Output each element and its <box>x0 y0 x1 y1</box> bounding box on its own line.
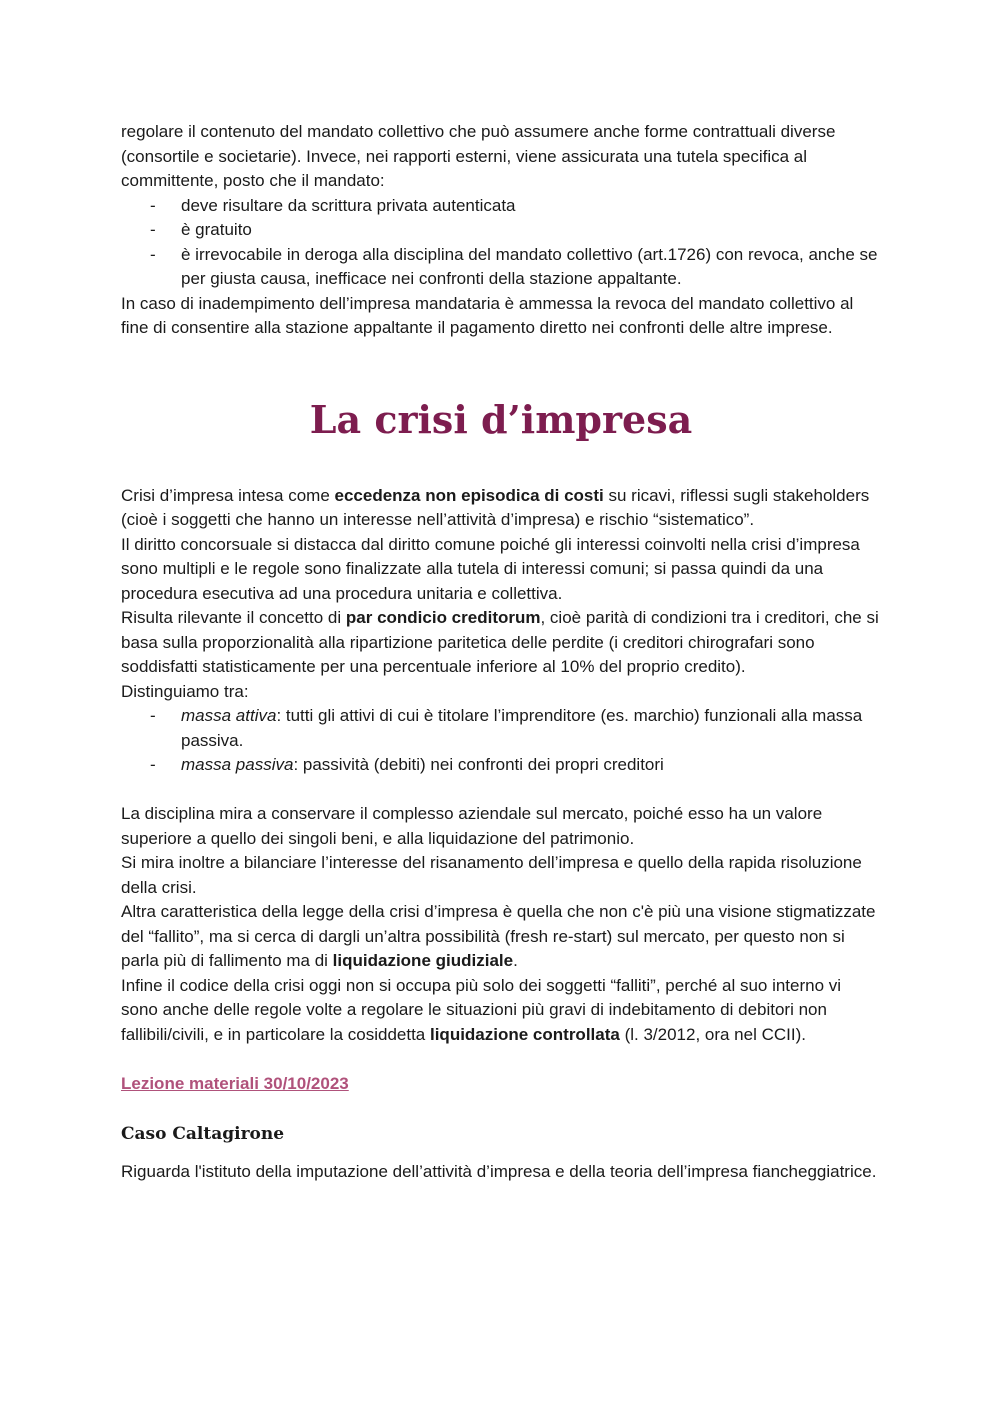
lesson-link-line <box>121 1072 881 1097</box>
intro-paragraph: In caso di inadempimento dell’impresa mandataria è ammessa la revoca del mandato collettivo al fine di consentire alla stazione appaltante il pagamento diretto nei confronti delle altre imprese. <box>121 293 854 337</box>
italic-term: massa passiva <box>181 755 294 774</box>
list-dash: - <box>150 244 156 264</box>
section-paragraph <box>121 606 881 680</box>
section-paragraph <box>121 900 881 974</box>
intro-paragraph: regolare il contenuto del mandato collettivo che può assumere anche forme contrattuali diverse (consortile e societarie). Invece, nei rapporti esterni, viene assicurata una tutela specifica al committente, posto che il mandato: <box>121 122 836 190</box>
text-run: Crisi d’impresa intesa come <box>121 485 335 505</box>
text-run: su ricavi, riflessi sugli stakeholders (cioè i soggetti che hanno un interesse nell’attività d’impresa) e rischio “sistematico”. <box>121 485 870 529</box>
italic-term: massa attiva <box>181 706 277 725</box>
list-item <box>121 704 881 753</box>
bold-term: liquidazione controllata <box>429 1024 620 1044</box>
text-run: (l. 3/2012, ora nel CCII). <box>619 1024 806 1044</box>
list-item-text: : passività (debiti) nei confronti dei propri creditori <box>293 755 664 774</box>
list-item <box>121 243 881 292</box>
section-paragraph <box>121 484 881 533</box>
list-item-text: è gratuito <box>181 220 252 239</box>
mandate-requirements-list <box>121 194 881 292</box>
text-run: Infine il codice della crisi oggi non si occupa più solo dei soggetti “falliti”, perché al suo interno vi sono anche delle regole volte a regolare le situazioni più gravi di indebitamento di debitori non fallibili/civili, e in particolare la cosiddetta <box>121 975 842 1044</box>
document-page <box>121 120 881 1185</box>
section-paragraph <box>121 974 881 1048</box>
list-item <box>121 194 881 219</box>
list-item-text: : tutti gli attivi di cui è titolare l’imprenditore (es. marchio) funzionali alla massa passiva. <box>181 706 863 750</box>
list-item-text: è irrevocabile in deroga alla disciplina del mandato collettivo (art.1726) con revoca, anche se per giusta causa, inefficace nei confronti della stazione appaltante. <box>181 244 878 288</box>
list-dash: - <box>150 195 156 215</box>
case-title: Caso Caltagirone <box>121 1124 285 1144</box>
list-dash: - <box>150 220 156 239</box>
section-paragraph: Distinguiamo tra: <box>121 681 249 701</box>
list-item <box>121 218 881 243</box>
case-paragraph: Riguarda l'istituto della imputazione dell’attività d’impresa e della teoria dell’impresa fiancheggiatrice. <box>121 1162 877 1182</box>
text-run: , cioè parità di condizioni tra i creditori, che si basa sulla proporzionalità alla ripartizione paritetica delle perdite (i creditori chirografari sono soddisfatti statisticamente per una percentuale inferiore al 10% del proprio credito). <box>121 608 879 676</box>
list-item-text: deve risultare da scrittura privata autenticata <box>181 195 516 215</box>
section-paragraph: Si mira inoltre a bilanciare l’interesse del risanamento dell’impresa e quello della rapida risoluzione della crisi. <box>121 853 862 897</box>
text-run: Risulta rilevante il concetto di <box>121 608 346 627</box>
list-item <box>121 753 881 778</box>
text-run: Altra caratteristica della legge della crisi d’impresa è quella che non c'è più una visione stigmatizzate del “fallito”, ma si cerca di dargli un’altra possibilità (fresh re-start) sul mercato, per questo non si parla più di fallimento ma di <box>121 902 876 970</box>
blank-line <box>121 778 881 803</box>
text-run: . <box>513 951 518 970</box>
section-title: La crisi d’impresa <box>309 396 693 442</box>
bold-term: par condicio creditorum <box>345 608 541 627</box>
list-dash: - <box>150 706 156 725</box>
section-paragraph: Il diritto concorsuale si distacca dal diritto comune poiché gli interessi coinvolti nella crisi d’impresa sono multipli e le regole sono finalizzate alla tutela di interessi comuni; si passa quindi da una procedura esecutiva ad una procedura unitaria e collettiva. <box>121 534 860 603</box>
list-dash: - <box>150 755 156 774</box>
section-paragraph: La disciplina mira a conservare il complesso aziendale sul mercato, poiché esso ha un valore superiore a quello dei singoli beni, e alla liquidazione del patrimonio. <box>121 804 823 848</box>
lesson-materials-link[interactable]: Lezione materiali 30/10/2023 <box>121 1073 349 1093</box>
mass-definitions-list <box>121 704 881 778</box>
bold-term: liquidazione giudiziale <box>332 951 514 970</box>
bold-term: eccedenza non episodica di costi <box>334 485 604 505</box>
